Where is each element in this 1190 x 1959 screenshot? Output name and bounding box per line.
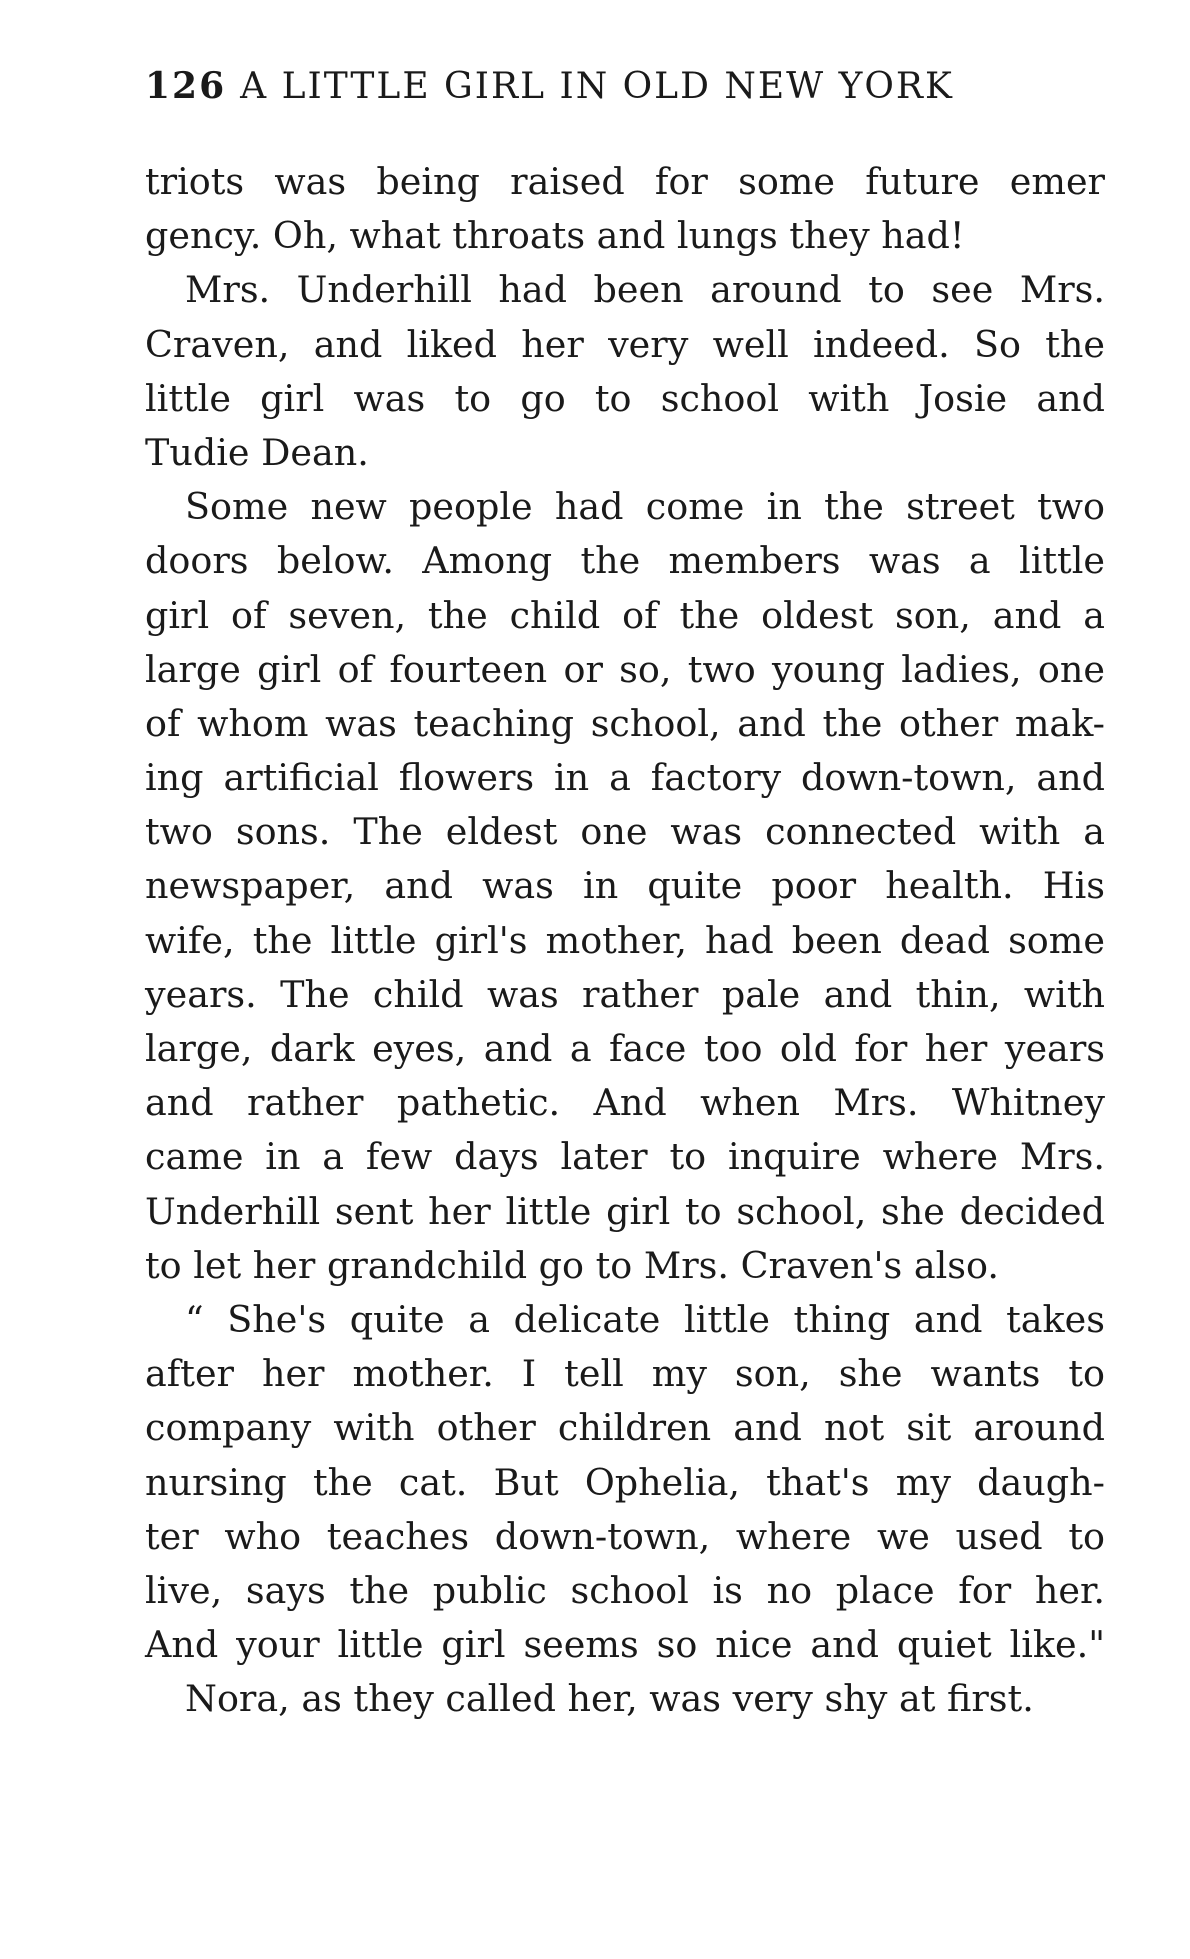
page-number: 126 (145, 65, 227, 107)
text-line: ing artificial flowers in a factory down-town, and (145, 756, 1105, 800)
text-line: company with other children and not sit around (145, 1406, 1105, 1450)
text-line: to let her grandchild go to Mrs. Craven's also. (145, 1243, 999, 1287)
text-line: large, dark eyes, and a face too old for her years (145, 1027, 1105, 1070)
text-line: Underhill sent her little girl to school, she decided (145, 1189, 1105, 1233)
text-line: ter who teaches down-town, where we used to (145, 1514, 1105, 1558)
book-title: A LITTLE GIRL IN OLD NEW YORK (240, 66, 954, 107)
text-line: years. The child was rather pale and thin, with (145, 972, 1105, 1016)
body-text (145, 155, 1105, 1726)
text-line: newspaper, and was in quite poor health. His (145, 864, 1105, 908)
text-line: And your little girl seems so nice and quiet like." (145, 1623, 1105, 1667)
text-line: nursing the cat. But Ophelia, that's my daugh- (145, 1460, 1105, 1504)
running-head (145, 62, 1105, 111)
text-line: of whom was teaching school, and the other mak- (145, 701, 1105, 745)
text-line: gency. Oh, what throats and lungs they had! (145, 214, 965, 258)
text-line: Some new people had come in the street two (185, 485, 1105, 529)
text-line: wife, the little girl's mother, had been dead some (145, 918, 1105, 962)
text-line: Tudie Dean. (145, 430, 369, 474)
text-line: Nora, as they called her, was very shy at first. (185, 1677, 1034, 1721)
text-line: large girl of fourteen or so, two young ladies, one (145, 647, 1105, 691)
text-line: after her mother. I tell my son, she wants to (145, 1352, 1105, 1396)
text-line: live, says the public school is no place for her. (145, 1568, 1105, 1612)
text-line: Craven, and liked her very well indeed. So the (145, 322, 1105, 366)
text-line: girl of seven, the child of the oldest son, and a (145, 593, 1105, 637)
text-line: two sons. The eldest one was connected with a (145, 810, 1105, 854)
text-line: triots was being raised for some future emer (145, 160, 1105, 203)
text-line: Mrs. Underhill had been around to see Mrs. (185, 268, 1105, 312)
text-line: little girl was to go to school with Josie and (145, 376, 1105, 420)
text-line: came in a few days later to inquire where Mrs. (145, 1135, 1105, 1179)
text-line: and rather pathetic. And when Mrs. Whitney (145, 1081, 1105, 1125)
text-line: doors below. Among the members was a little (145, 539, 1105, 583)
text-line: “ She's quite a delicate little thing and takes (185, 1297, 1105, 1341)
